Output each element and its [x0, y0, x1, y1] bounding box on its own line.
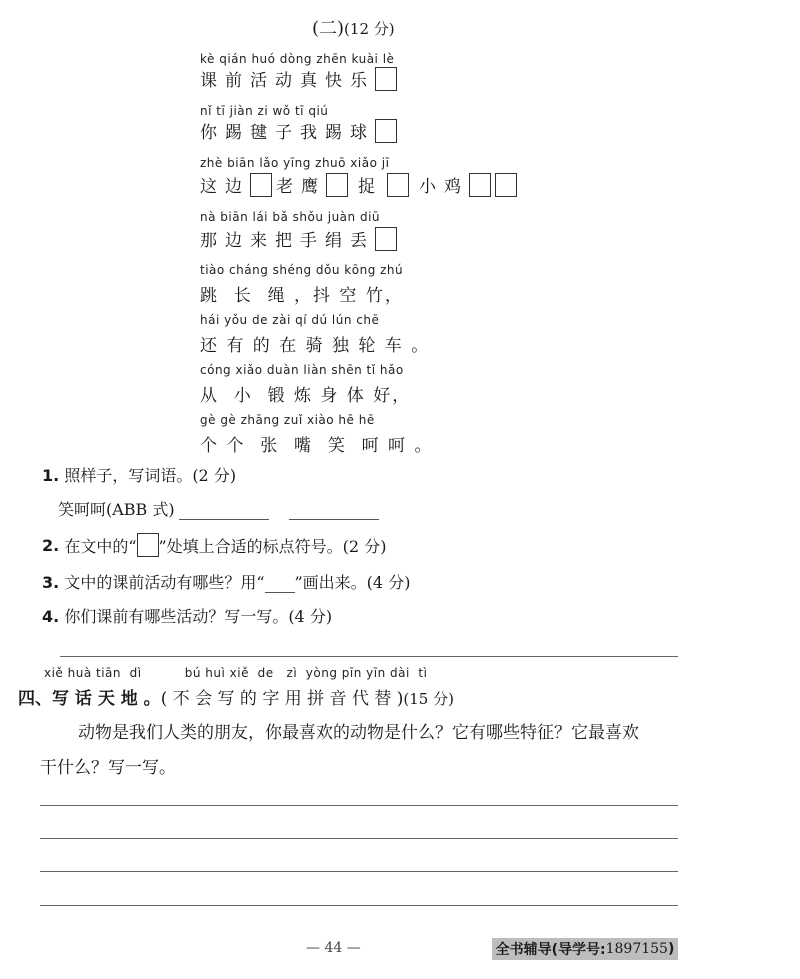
question-number: 3.	[42, 573, 60, 592]
section4-title: 写 话 天 地 。	[52, 689, 161, 709]
answer-blank-1[interactable]	[179, 519, 269, 520]
section-label: (二)	[312, 18, 345, 39]
poem-line-1	[200, 66, 401, 91]
poem-line-3-pinyin: zhè biān lǎo yīng zhuō xiǎo jī	[200, 156, 390, 170]
section4-heading	[18, 684, 454, 709]
char: 来	[250, 231, 269, 251]
brand-code: 1897155	[605, 941, 668, 957]
section-title	[312, 14, 395, 40]
question-number: 2.	[42, 535, 60, 555]
char: 子	[275, 123, 294, 143]
section4-note: ( 不 会 写 的 字 用 拼 音 代 替 )	[160, 689, 404, 709]
question-4	[42, 604, 332, 627]
question-number: 1.	[42, 466, 60, 485]
char: 课	[200, 71, 219, 91]
punctuation-box[interactable]	[375, 119, 397, 143]
char: 我	[300, 123, 319, 143]
question-text: ”处填上合适的标点符号。(2 分)	[158, 536, 387, 556]
char: 前	[225, 71, 244, 91]
char: 把	[275, 231, 294, 251]
char: 小	[419, 177, 438, 197]
example-text: 笑呵呵(ABB 式)	[58, 500, 175, 519]
poem-line-7: 从 小 锻 炼 身 体 好，	[200, 386, 412, 406]
section-points: (12 分)	[344, 20, 395, 38]
char: 踢	[225, 123, 244, 143]
char: 手	[300, 231, 319, 251]
question-text: ”画出来。(4 分)	[294, 573, 411, 592]
section4-prompt-line1: 动物是我们人类的朋友，你最喜欢的动物是什么？它有哪些特征？它最喜欢	[78, 723, 639, 743]
punctuation-box[interactable]	[375, 227, 397, 251]
char: 球	[350, 123, 369, 143]
poem-line-1-pinyin: kè qián huó dòng zhēn kuài lè	[200, 52, 395, 66]
poem-line-6-pinyin: hái yǒu de zài qí dú lún chē	[200, 313, 380, 327]
char: 那	[200, 231, 219, 251]
char: 边	[225, 231, 244, 251]
footer-brand	[492, 938, 678, 960]
char: 老	[276, 177, 295, 197]
char: 活	[250, 71, 269, 91]
section4-points: (15 分)	[403, 690, 454, 708]
section4-pinyin: xiě huà tiān dì bú huì xiě de zì yòng pīn yīn dài tì	[44, 666, 428, 680]
question-text: 照样子，写词语。(2 分)	[64, 466, 237, 485]
question-text: 文中的课前活动有哪些？用“	[64, 573, 265, 592]
question-1-example	[58, 497, 379, 520]
writing-line[interactable]	[40, 838, 678, 839]
poem-line-8-pinyin: gè gè zhāng zuǐ xiào hē hē	[200, 413, 375, 427]
char: 丢	[350, 231, 369, 251]
page-number: — 44 —	[306, 940, 361, 956]
char: 真	[300, 71, 319, 91]
poem-line-2-pinyin: nǐ tī jiàn zi wǒ tī qiú	[200, 104, 329, 118]
brand-close: )	[667, 941, 675, 957]
writing-line[interactable]	[40, 805, 678, 806]
poem-line-4-pinyin: nà biān lái bǎ shǒu juàn diū	[200, 210, 381, 224]
punctuation-box[interactable]	[469, 173, 491, 197]
section4-prompt-line2: 干什么？写一写。	[40, 758, 176, 778]
char: 毽	[250, 123, 269, 143]
poem-line-2	[200, 118, 401, 143]
char: 这	[200, 177, 219, 197]
poem-line-5-pinyin: tiào cháng shéng dǒu kōng zhú	[200, 263, 404, 277]
char: 边	[225, 177, 244, 197]
char: 你	[200, 123, 219, 143]
poem-line-8: 个 个 张 嘴 笑 呵 呵 。	[200, 436, 434, 456]
question-2	[42, 533, 386, 557]
punctuation-box[interactable]	[326, 173, 348, 197]
punctuation-box[interactable]	[495, 173, 517, 197]
question-number: 4.	[42, 607, 60, 626]
answer-blank-2[interactable]	[289, 519, 379, 520]
section4-label: 四、	[18, 689, 52, 709]
poem-line-4	[200, 226, 401, 251]
char: 乐	[350, 71, 369, 91]
poem-line-6: 还 有 的 在 骑 独 轮 车 。	[200, 336, 431, 356]
char: 踢	[325, 123, 344, 143]
punctuation-box[interactable]	[250, 173, 272, 197]
question-text: 你们课前有哪些活动？写一写。(4 分)	[64, 607, 333, 626]
brand-text: 全书辅导(导学号:	[495, 942, 606, 958]
char: 捉	[358, 177, 377, 197]
char: 动	[275, 71, 294, 91]
punctuation-box[interactable]	[375, 67, 397, 91]
char: 绢	[325, 231, 344, 251]
char: 快	[325, 71, 344, 91]
poem-line-7-pinyin: cóng xiǎo duàn liàn shēn tǐ hǎo	[200, 363, 404, 377]
writing-line[interactable]	[40, 871, 678, 872]
char: 鸡	[444, 177, 463, 197]
underline-sample	[265, 592, 295, 593]
answer-line-q4[interactable]	[60, 656, 678, 657]
punctuation-box[interactable]	[387, 173, 409, 197]
question-text: 在文中的“	[64, 536, 137, 556]
writing-line[interactable]	[40, 905, 678, 906]
char: 鹰	[301, 177, 320, 197]
poem-line-3	[200, 172, 521, 197]
poem-line-5: 跳 长 绳 ，抖 空 竹，	[200, 286, 404, 306]
example-box	[137, 533, 159, 557]
question-1	[42, 463, 236, 486]
question-3	[42, 570, 410, 593]
